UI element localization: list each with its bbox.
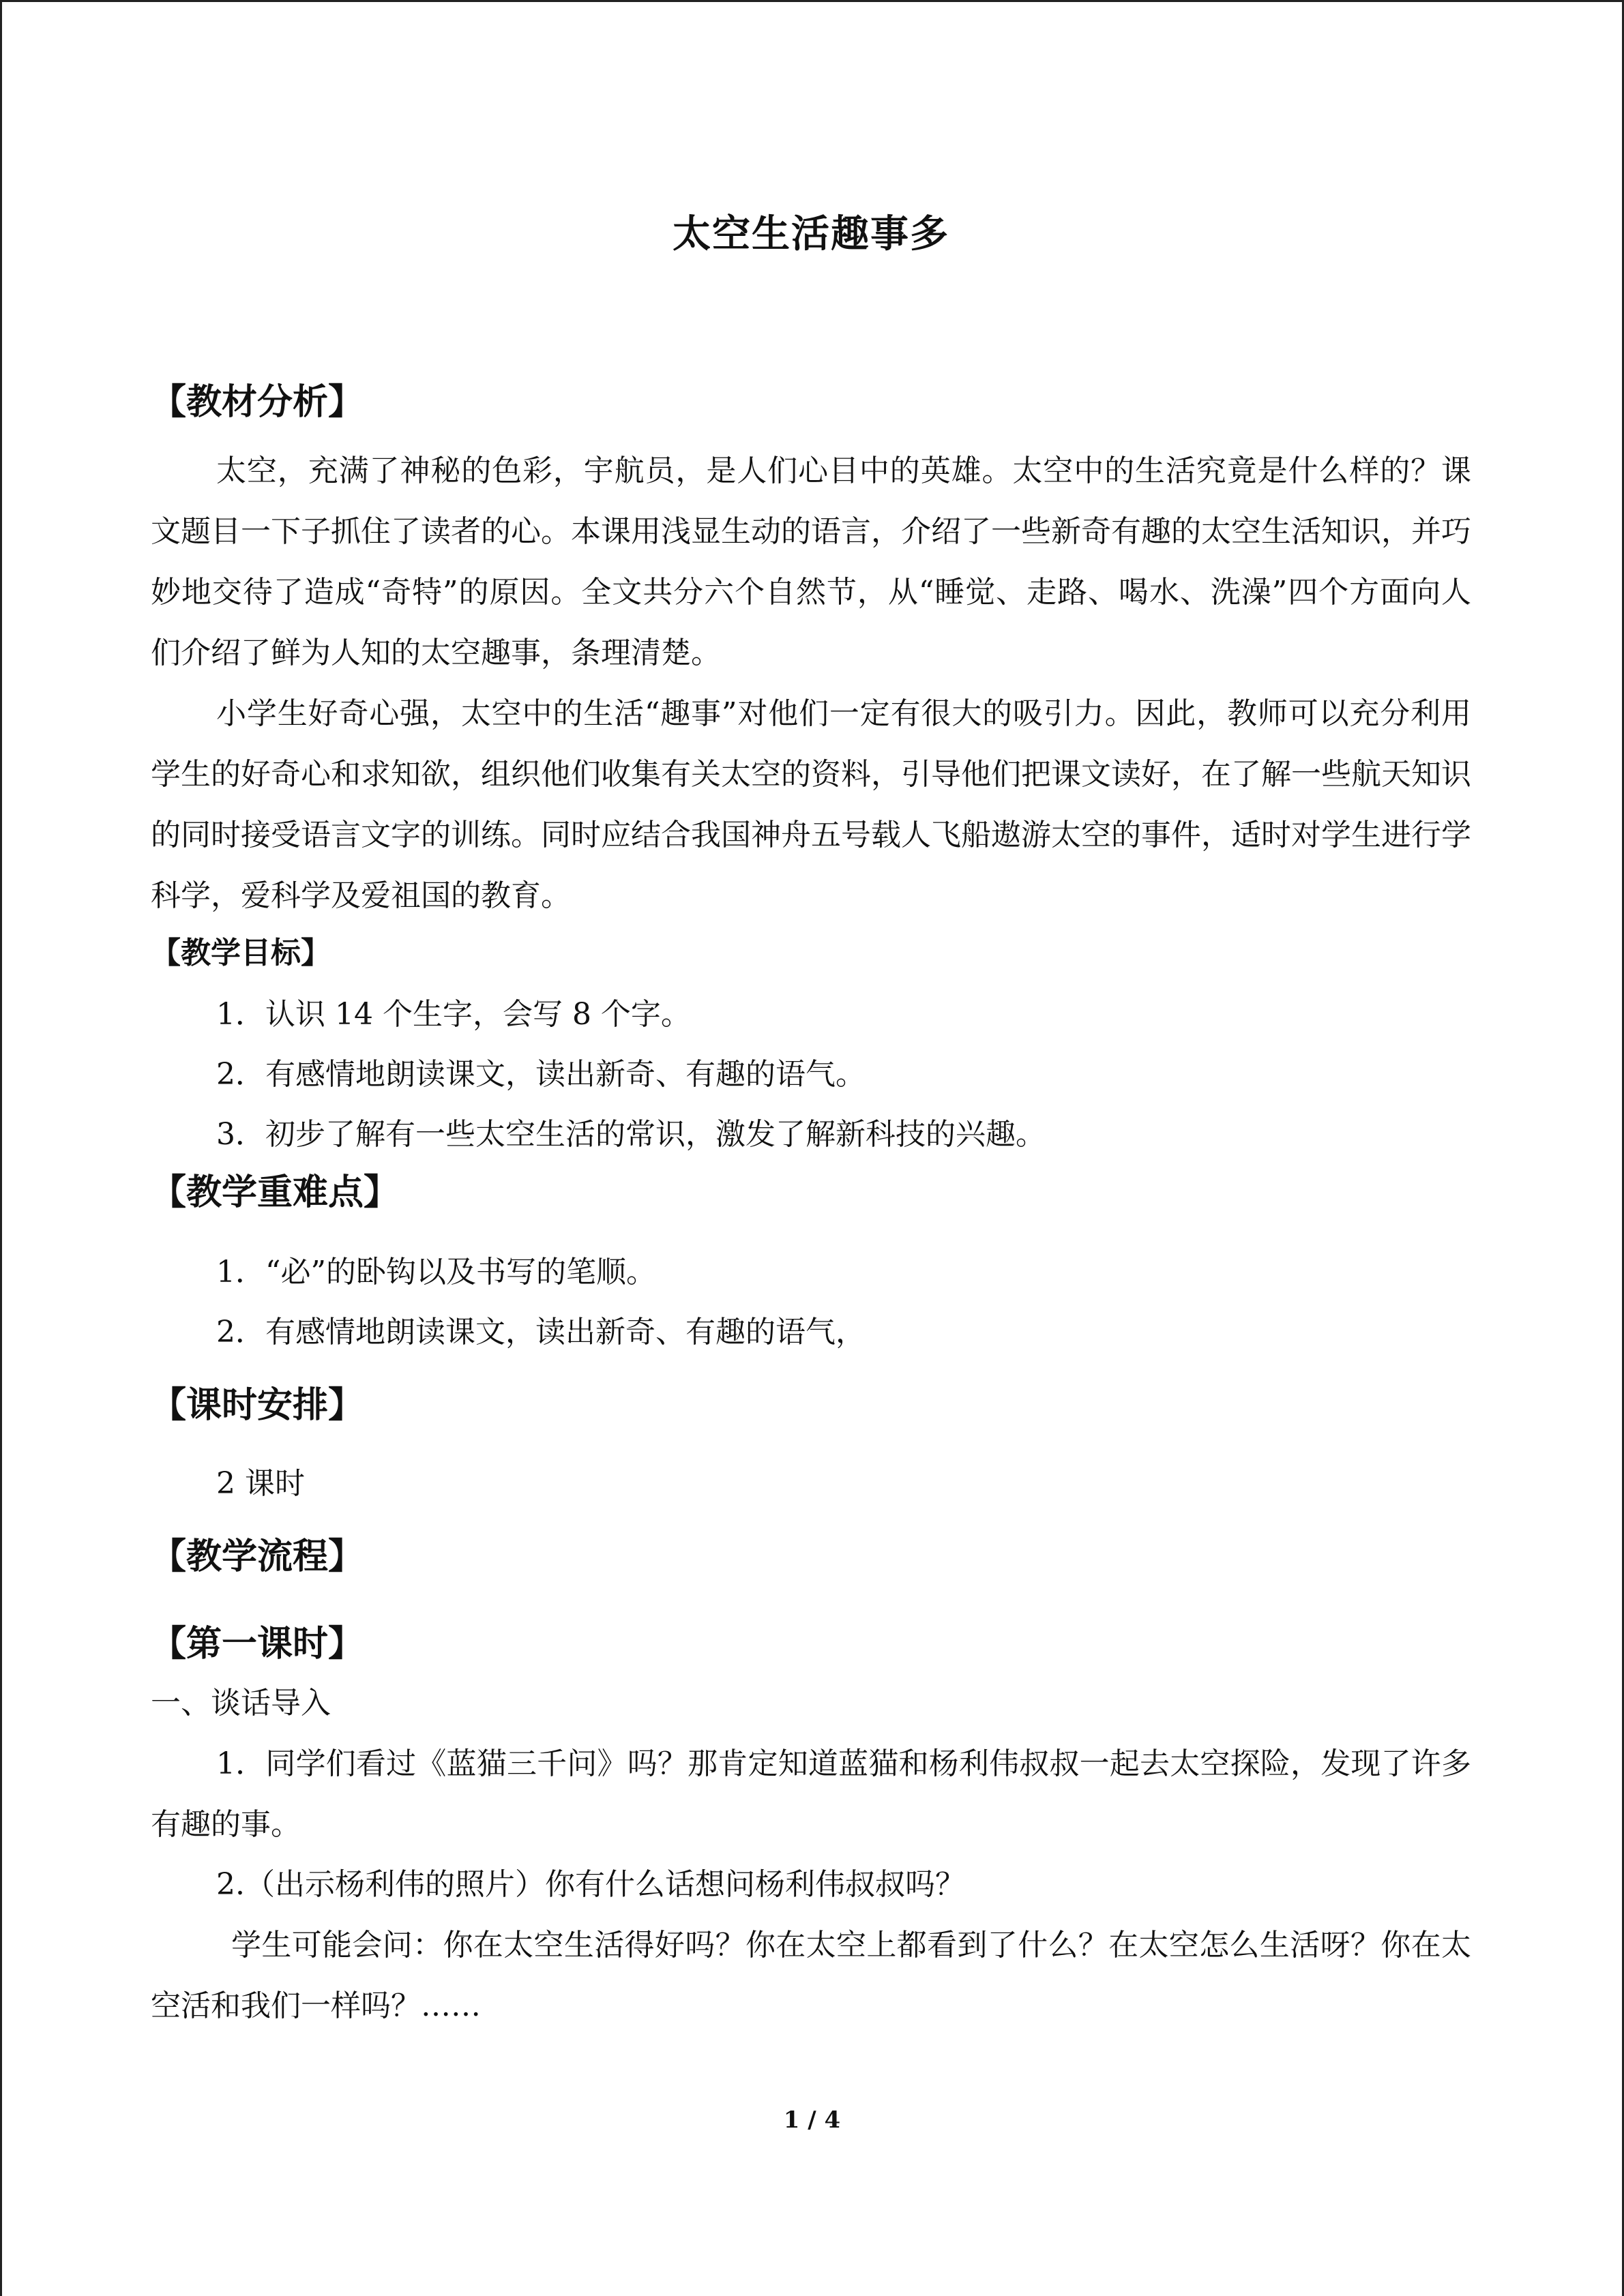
analysis-paragraph-2: 小学生好奇心强，太空中的生活“趣事”对他们一定有很大的吸引力。因此，教师可以充分利用学生的好奇心和求知欲，组织他们收集有关太空的资料，引导他们把课文读好，在了解一些航天知识的同时接受语言文字的训练。同时应结合我国神舟五号载人飞船遨游太空的事件，适时对学生进行学科学，爱科学及爱祖国的教育。: [151, 696, 1471, 913]
goal-item: 3．初步了解有一些太空生活的常识，激发了解新科技的兴趣。: [216, 1117, 1046, 1152]
section-heading-schedule: 【课时安排】: [151, 1384, 364, 1426]
section-flow: [151, 1533, 1471, 1581]
lesson-subheading: 一、谈话导入: [151, 1686, 331, 1720]
section-schedule: [151, 1382, 1471, 1514]
analysis-paragraph-1: 太空，充满了神秘的色彩，宇航员，是人们心目中的英雄。太空中的生活究竟是什么样的？课文题目一下子抓住了读者的心。本课用浅显生动的语言，介绍了一些新奇有趣的太空生活知识，并巧妙地交待了造成“奇特”的原因。全文共分六个自然节，从“睡觉、走路、喝水、洗澡”四个方面向人们介绍了鲜为人知的太空趣事，条理清楚。: [151, 453, 1471, 670]
section-heading-lesson-1: 【第一课时】: [151, 1623, 364, 1665]
page-title: 太空生活趣事多: [673, 211, 949, 256]
goal-item: 2．有感情地朗读课文，读出新奇、有趣的语气。: [216, 1057, 866, 1092]
section-lesson-1: [151, 1620, 1471, 2036]
section-heading-goals: 【教学目标】: [151, 936, 331, 970]
lesson-paragraph-1: 1．同学们看过《蓝猫三千问》吗？那肯定知道蓝猫和杨利伟叔叔一起去太空探险，发现了许多有趣的事。: [151, 1746, 1471, 1842]
lesson-paragraph-3: 学生可能会问：你在太空生活得好吗？你在太空上都看到了什么？在太空怎么生活呀？你在太空活和我们一样吗？……: [151, 1928, 1471, 2023]
goal-item: 1．认识 14 个生字，会写 8 个字。: [216, 997, 691, 1032]
section-heading-analysis: 【教材分析】: [151, 381, 364, 423]
page-content: [151, 207, 1471, 2036]
section-heading-flow: 【教学流程】: [151, 1536, 364, 1577]
section-goals: [151, 931, 1471, 1165]
lesson-paragraph-2: 2.（出示杨利伟的照片）你有什么话想问杨利伟叔叔吗？: [216, 1867, 965, 1902]
key-point-item: 2．有感情地朗读课文，读出新奇、有趣的语气，: [216, 1315, 866, 1350]
section-key-points: [151, 1169, 1471, 1362]
section-analysis: [151, 378, 1471, 926]
section-heading-key-points: 【教学重难点】: [151, 1172, 400, 1213]
page-number: 1 / 4: [783, 2106, 841, 2134]
schedule-text: 2 课时: [216, 1466, 305, 1501]
key-point-item: 1．“必”的卧钩以及书写的笔顺。: [216, 1255, 656, 1289]
